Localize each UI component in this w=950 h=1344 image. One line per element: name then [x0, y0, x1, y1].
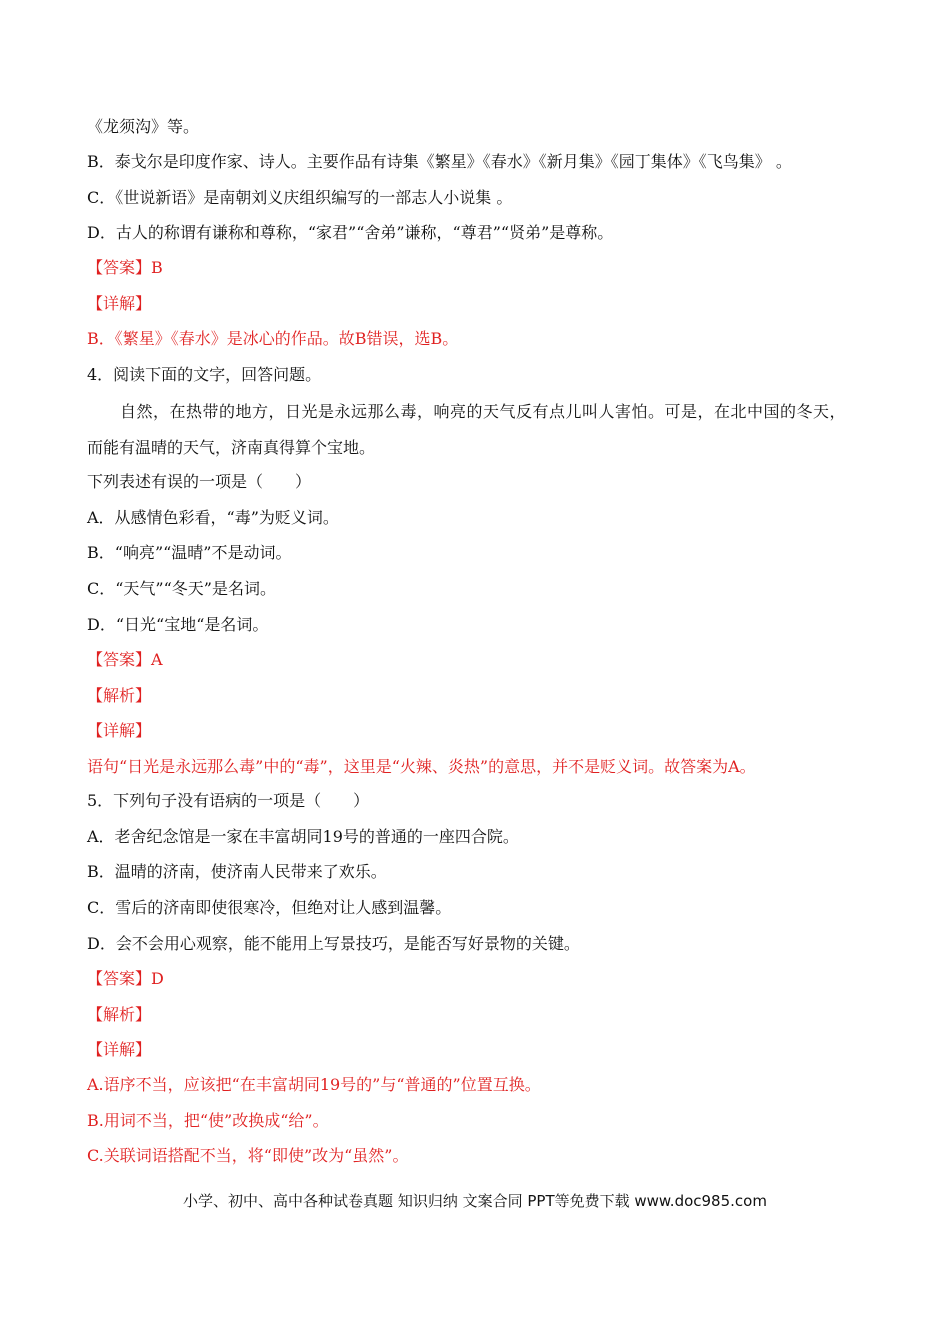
- option-b: B．温晴的济南，使济南人民带来了欢乐。: [87, 862, 387, 881]
- question-4-title: 4．阅读下面的文字，回答问题。: [87, 365, 322, 384]
- explanation-text: B.用词不当，把“使”改换成“给”。: [87, 1111, 329, 1130]
- explanation-text: B．《繁星》《春水》是冰心的作品。故B错误，选B。: [87, 329, 459, 348]
- question-prompt: 下列表述有误的一项是（ ）: [87, 472, 312, 491]
- analysis-label: 【解析】: [87, 686, 152, 705]
- detail-label: 【详解】: [87, 721, 152, 740]
- option-d: D．古人的称谓有谦称和尊称，“家君”“舍弟”谦称，“尊君”“贤弟”是尊称。: [87, 223, 614, 242]
- question-5-title: 5．下列句子没有语病的一项是（ ）: [87, 791, 370, 810]
- analysis-label: 【解析】: [87, 1005, 152, 1024]
- text-line: 《龙须沟》等。: [87, 117, 200, 136]
- option-c: C．《世说新语》是南朝刘义庆组织编写的一部志人小说集 。: [87, 188, 513, 207]
- option-a: A．从感情色彩看，“毒”为贬义词。: [87, 508, 339, 527]
- explanation-text: C.关联词语搭配不当，将“即使”改为“虽然”。: [87, 1146, 409, 1165]
- passage-line: 自然，在热带的地方，日光是永远那么毒，响亮的天气反有点儿叫人害怕。可是，在北中国的冬天，: [120, 402, 847, 421]
- detail-label: 【详解】: [87, 294, 152, 313]
- page-footer: 小学、初中、高中各种试卷真题 知识归纳 文案合同 PPT等免费下载 www.doc985.com: [183, 1192, 767, 1210]
- explanation-text: A.语序不当，应该把“在丰富胡同19号的”与“普通的”位置互换。: [87, 1075, 541, 1094]
- answer-label: 【答案】A: [87, 650, 163, 669]
- option-c: C．雪后的济南即使很寒冷，但绝对让人感到温馨。: [87, 898, 452, 917]
- option-a: A．老舍纪念馆是一家在丰富胡同19号的普通的一座四合院。: [87, 827, 519, 846]
- option-b: B．泰戈尔是印度作家、诗人。主要作品有诗集《繁星》《春水》《新月集》《园丁集体》《飞鸟集》 。: [87, 152, 792, 171]
- answer-label: 【答案】B: [87, 258, 163, 277]
- passage-line: 而能有温晴的天气，济南真得算个宝地。: [87, 438, 376, 457]
- option-b: B．“响亮”“温晴”不是动词。: [87, 543, 292, 562]
- answer-label: 【答案】D: [87, 969, 164, 988]
- option-c: C．“天气”“冬天”是名词。: [87, 579, 276, 598]
- option-d: D．“日光“宝地“是名词。: [87, 615, 269, 634]
- detail-label: 【详解】: [87, 1040, 152, 1059]
- option-d: D．会不会用心观察，能不能用上写景技巧，是能否写好景物的关键。: [87, 934, 580, 953]
- explanation-text: 语句“日光是永远那么毒”中的“毒”，这里是“火辣、炎热”的意思，并不是贬义词。故答案为A。: [87, 757, 756, 776]
